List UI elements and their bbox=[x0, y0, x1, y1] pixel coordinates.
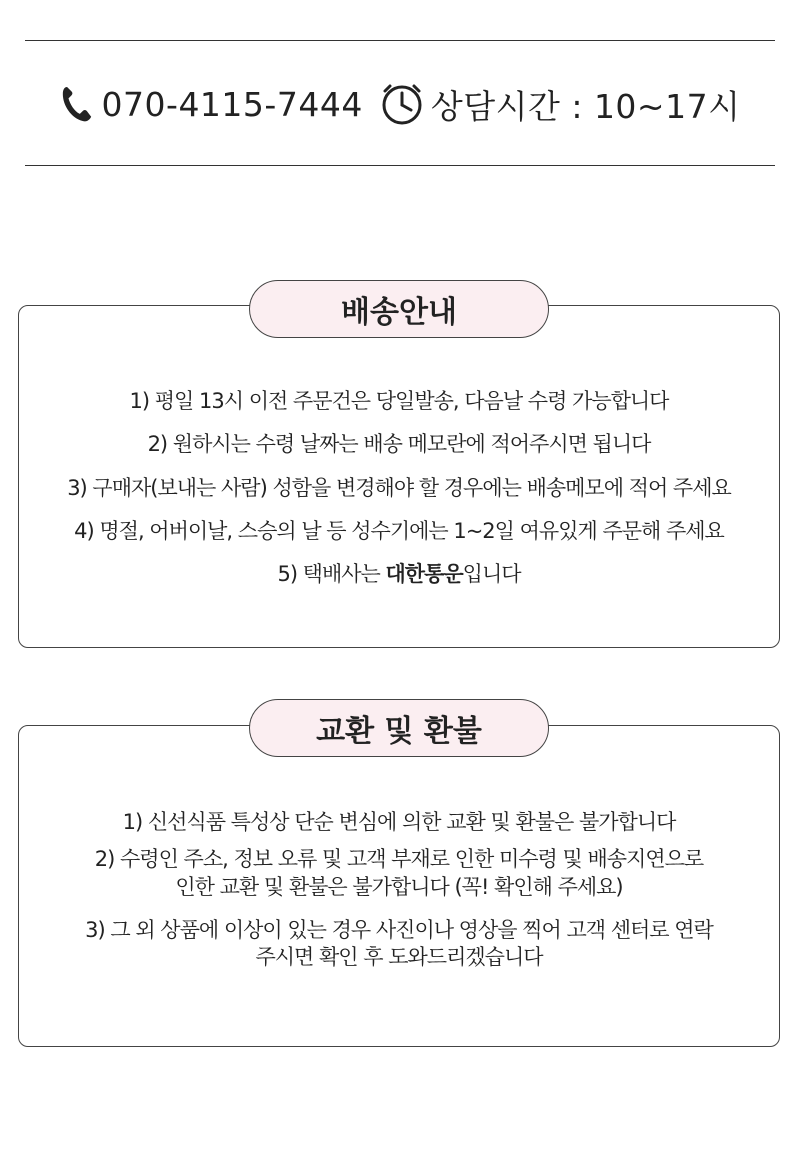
exchange-title-pill bbox=[249, 699, 549, 757]
exchange-line-3b: 주시면 확인 후 도와드리겠습니다 bbox=[255, 945, 543, 970]
business-hours: 상담시간 : 10~17시 bbox=[430, 86, 741, 126]
courier-name: 대한통운 bbox=[385, 562, 463, 587]
shipping-title: 배송안내 bbox=[341, 295, 457, 330]
shipping-line-1: 1) 평일 13시 이전 주문건은 당일발송, 다음날 수령 가능합니다 bbox=[129, 389, 669, 413]
shipping-line-5-prefix: 5) 택배사는 bbox=[277, 562, 386, 587]
shipping-line-4: 4) 명절, 어버이날, 스승의 날 등 성수기에는 1~2일 여유있게 주문해 주세요 bbox=[74, 518, 724, 543]
exchange-line-1: 1) 신선식품 특성상 단순 변심에 의한 교환 및 환불은 불가합니다 bbox=[122, 810, 676, 834]
shipping-line-5-suffix: 입니다 bbox=[462, 562, 521, 587]
exchange-line-2a: 2) 수령인 주소, 정보 오류 및 고객 부재로 인한 미수령 및 배송지연으로 bbox=[94, 847, 704, 872]
shipping-title-pill bbox=[249, 280, 549, 338]
shipping-line-5 bbox=[18, 561, 780, 588]
phone-number: 070-4115-7444 bbox=[101, 84, 363, 124]
exchange-title: 교환 및 환불 bbox=[316, 714, 482, 749]
exchange-line-3a: 3) 그 외 상품에 이상이 있는 경우 사진이나 영상을 찍어 고객 센터로 연락 bbox=[85, 917, 713, 942]
top-divider bbox=[25, 40, 775, 41]
shipping-line-2: 2) 원하시는 수령 날짜는 배송 메모란에 적어주시면 됩니다 bbox=[147, 432, 651, 457]
bottom-divider bbox=[25, 165, 775, 166]
phone-icon bbox=[60, 84, 94, 124]
contact-bar bbox=[0, 76, 800, 132]
exchange-info-text bbox=[18, 809, 780, 971]
clock-icon bbox=[381, 83, 423, 125]
shipping-line-3: 3) 구매자(보내는 사람) 성함을 변경해야 할 경우에는 배송메모에 적어 주세요 bbox=[67, 475, 731, 500]
shipping-info-text bbox=[18, 388, 780, 588]
exchange-line-2b: 인한 교환 및 환불은 불가합니다 (꼭! 확인해 주세요) bbox=[175, 874, 623, 899]
